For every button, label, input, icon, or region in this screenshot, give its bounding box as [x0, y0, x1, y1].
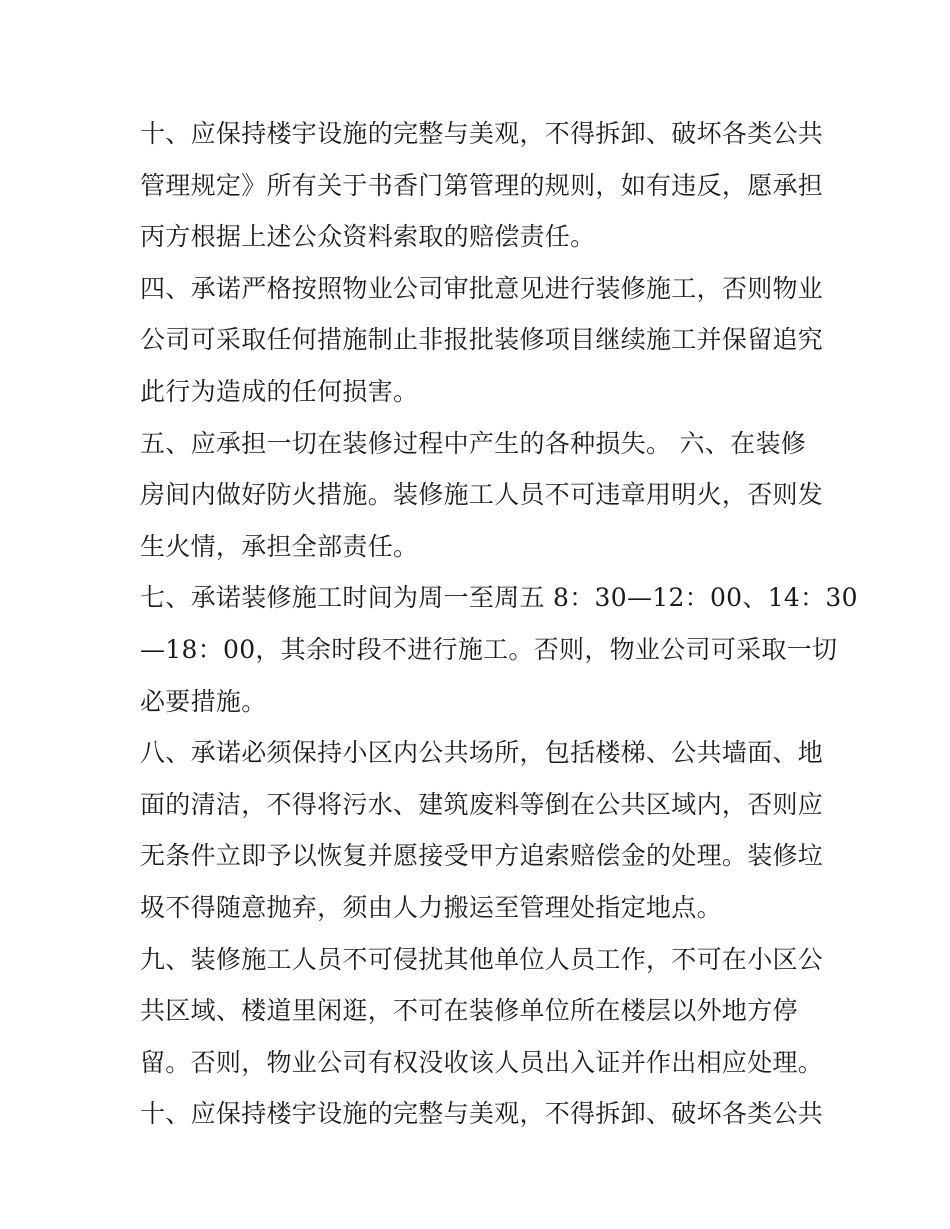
- text-line: 无条件立即予以恢复并愿接受甲方追索赔偿金的处理。装修垃: [140, 841, 824, 871]
- document-body: [140, 108, 858, 1140]
- text-line: 面的清洁，不得将污水、建筑废料等倒在公共区域内，否则应: [140, 789, 824, 819]
- text-line: 共区域、楼道里闲逛，不可在装修单位所在楼层以外地方停: [140, 996, 798, 1026]
- text-line: 此行为造成的任何损害。: [140, 376, 419, 406]
- text-line: 公司可采取任何措施制止非报批装修项目继续施工并保留追究: [140, 325, 824, 355]
- text-line: 九、装修施工人员不可侵扰其他单位人员工作，不可在小区公: [140, 944, 824, 974]
- text-line: 八、承诺必须保持小区内公共场所，包括楼梯、公共墙面、地: [140, 738, 824, 768]
- text-line: 房间内做好防火措施。装修施工人员不可违章用明火，否则发: [140, 480, 824, 510]
- text-line: 十、应保持楼宇设施的完整与美观，不得拆卸、破坏各类公共: [140, 1099, 824, 1129]
- text-line: 留。否则，物业公司有权没收该人员出入证并作出相应处理。: [140, 1047, 824, 1077]
- text-line: 七、承诺装修施工时间为周一至周五 8：30—12：00、14：30: [140, 583, 858, 613]
- text-line: 丙方根据上述公众资料索取的赔偿责任。: [140, 222, 596, 252]
- text-line: 生火情，承担全部责任。: [140, 531, 419, 561]
- text-line: 四、承诺严格按照物业公司审批意见进行装修施工，否则物业: [140, 273, 824, 303]
- text-line: 必要措施。: [140, 686, 267, 716]
- text-line: 十、应保持楼宇设施的完整与美观，不得拆卸、破坏各类公共: [140, 119, 824, 148]
- text-line: 管理规定》所有关于书香门第管理的规则，如有违反，愿承担: [140, 170, 824, 200]
- text-line: 圾不得随意抛弃，须由人力搬运至管理处指定地点。: [140, 892, 722, 922]
- text-line: 五、应承担一切在装修过程中产生的各种损失。 六、在装修: [140, 428, 807, 458]
- text-line: —18：00，其余时段不进行施工。否则，物业公司可采取一切: [140, 634, 838, 664]
